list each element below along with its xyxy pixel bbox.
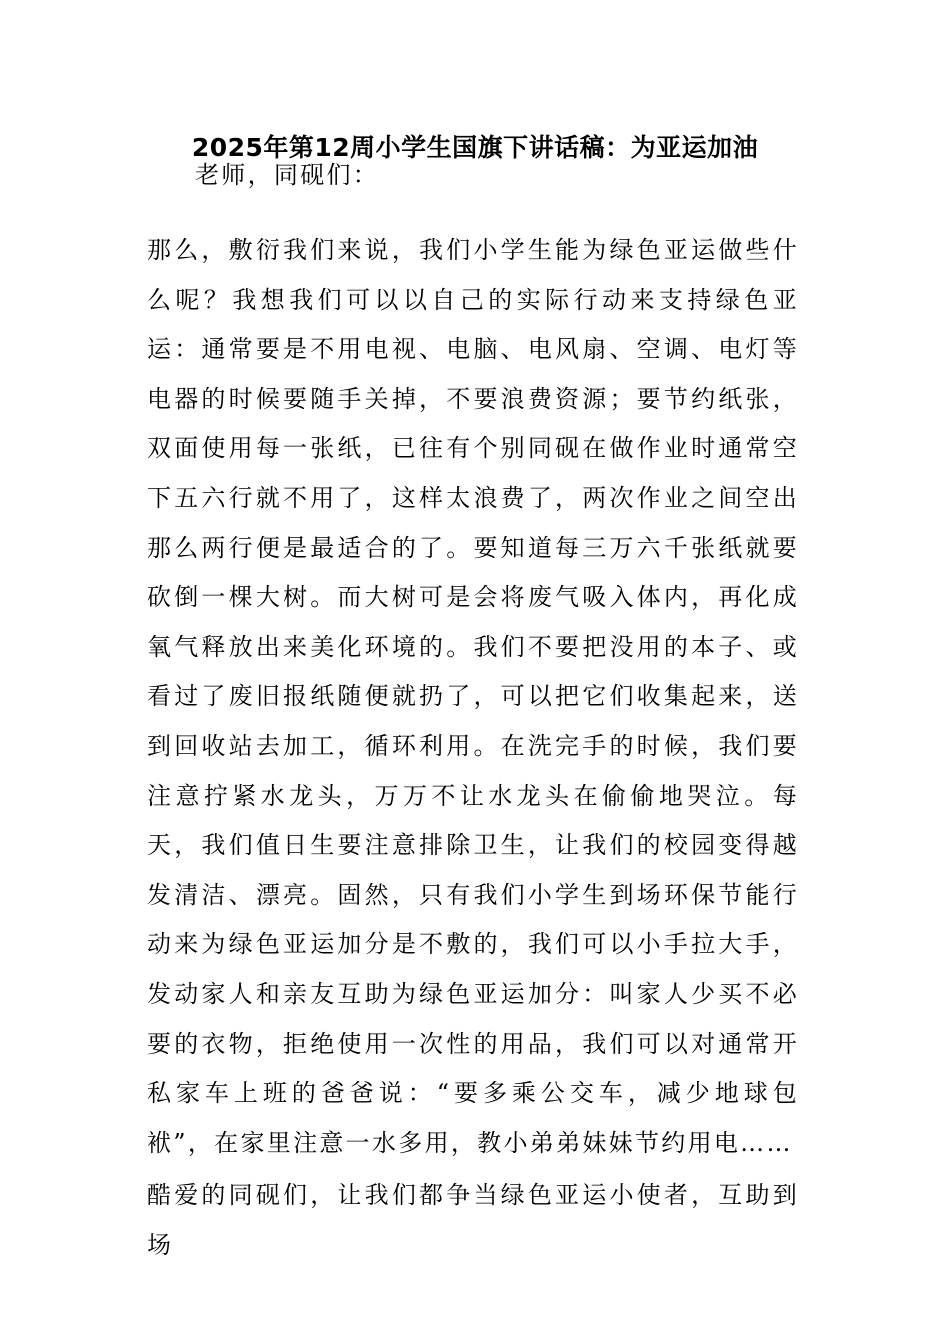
greeting-line: 老师，同砚们： [195,161,380,189]
document-title: 2025年第12周小学生国旗下讲话稿：为亚运加油 [191,133,759,162]
body-paragraph-1: 那么，敷衍我们来说，我们小学生能为绿色亚运做些什么呢？我想我们可以以自己的实际行动来支持绿色亚运：通常要是不用电视、电脑、电风扇、空调、电灯等电器的时候要随手关掉，不要浪费资源；要节约纸张，双面使用每一张纸，已往有个别同砚在做作业时通常空下五六行就不用了，这样太浪费了，两次作业之间空出那么两行便是最适合的了。要知道每三万六千张纸就要砍倒一棵大树。而大树可是会将废气吸入体内，再化成氧气释放出来美化环境的。我们不要把没用的本子、或看过了废旧报纸随便就扔了，可以把它们收集起来，送到回收站去加工，循环利用。在洗完手的时候，我们要注意拧紧水龙头，万万不让水龙头在偷偷地哭泣。每天，我们值日生要注意排除卫生，让我们的校园变得越发清洁、漂亮。固然，只有我们小学生到场环保节能行动来为绿色亚运加分是不敷的，我们可以小手拉大手，发动家人和亲友互助为绿色亚运加分：叫家人少买不必要的衣物，拒绝使用一次性的用品，我们可以对通常开私家车上班的爸爸说：“要多乘公交车，减少地球包袱”，在家里注意一水多用，教小弟弟妹妹节约用电…… [147,236,799,1157]
body-paragraph-2: 酷爱的同砚们，让我们都争当绿色亚运小使者，互助到场 [147,1181,799,1259]
